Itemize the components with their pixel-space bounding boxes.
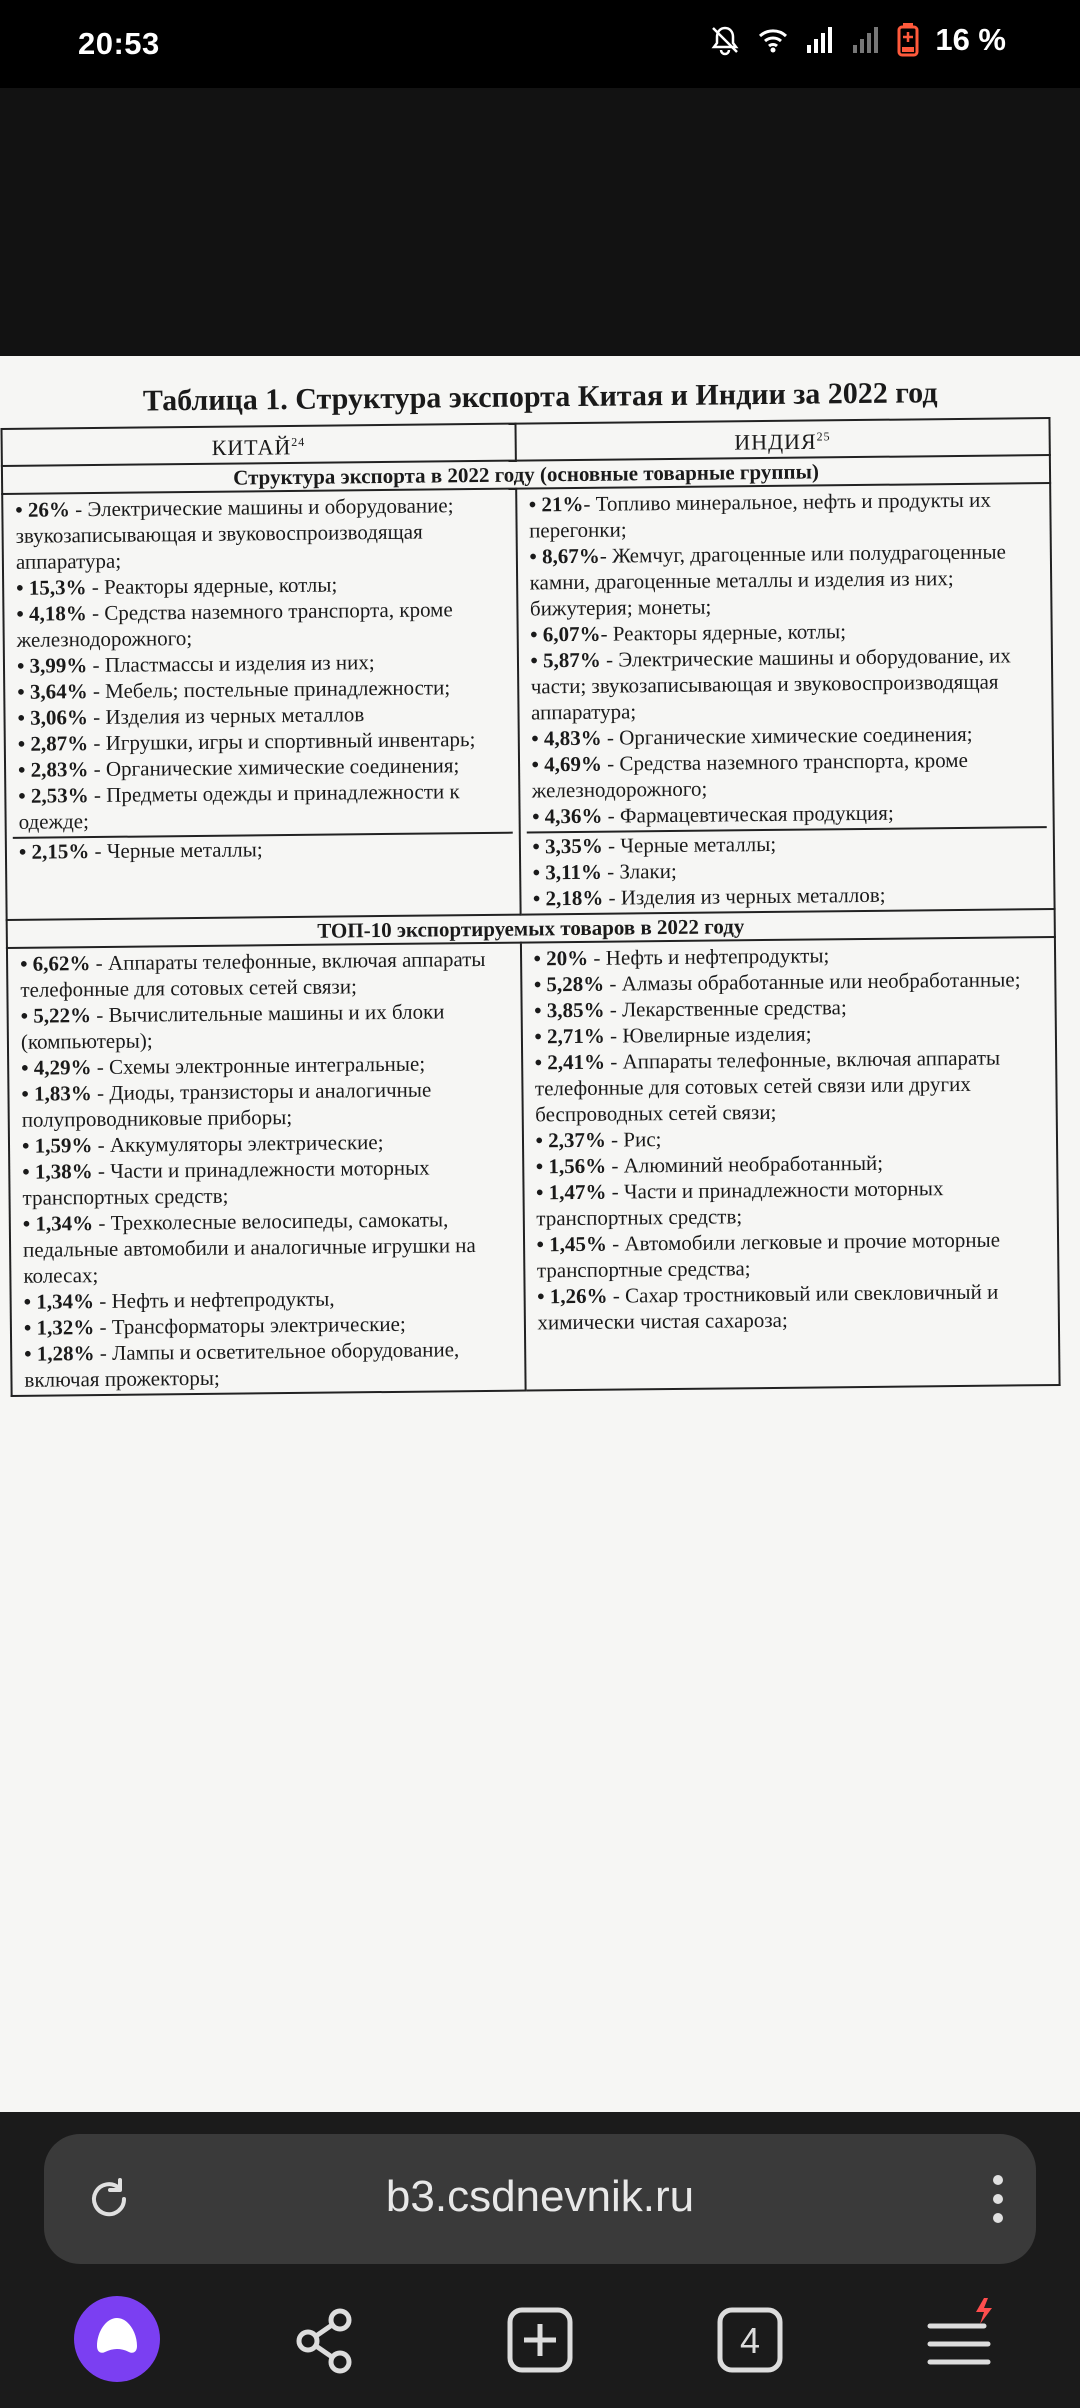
signal-icon-secondary bbox=[851, 25, 881, 55]
document-photo bbox=[0, 356, 1080, 2112]
list-item: • 1,32% - Трансформаторы электрические; bbox=[18, 1310, 518, 1341]
status-icons bbox=[709, 22, 1006, 58]
list-item: • 15,3% - Реакторы ядерные, котлы; bbox=[10, 570, 510, 601]
list-item: • 2,87% - Игрушки, игры и спортивный инвентарь; bbox=[12, 726, 512, 757]
document-title: Таблица 1. Структура экспорта Китая и Индии за 2022 год bbox=[142, 376, 938, 418]
list-item: • 1,38% - Части и принадлежности моторных транспортных средств; bbox=[16, 1154, 516, 1211]
list-item: • 5,22% - Вычислительные машины и их блоки (компьютеры); bbox=[15, 998, 515, 1055]
list-item: • 3,11% - Злаки; bbox=[527, 854, 1048, 885]
url-text[interactable]: b3.csdnevnik.ru bbox=[385, 2172, 695, 2221]
list-item: • 1,34% - Нефть и нефтепродукты, bbox=[18, 1284, 518, 1315]
list-item: • 4,36% - Фармацевтическая продукция; bbox=[526, 798, 1047, 829]
list-item: • 2,83% - Органические химические соединения; bbox=[12, 752, 512, 783]
document-page bbox=[0, 369, 1080, 1398]
tabs-count: 4 bbox=[739, 2320, 761, 2361]
menu-icon[interactable] bbox=[924, 2296, 1000, 2381]
china-structure-list bbox=[2, 489, 520, 920]
list-item: • 1,45% - Автомобили легковые и прочие моторные транспортные средства; bbox=[530, 1226, 1051, 1283]
list-item: • 2,71% - Ювелирные изделия; bbox=[528, 1018, 1049, 1049]
list-item: • 2,18% - Изделия из черных металлов; bbox=[527, 880, 1048, 911]
new-tab-icon[interactable] bbox=[506, 2306, 574, 2379]
tabs-icon[interactable] bbox=[716, 2306, 784, 2374]
list-item: • 4,69% - Средства наземного транспорта, кроме железнодорожного; bbox=[525, 746, 1046, 803]
export-table bbox=[1, 417, 1061, 1397]
list-item: • 4,29% - Схемы электронные интегральные; bbox=[15, 1050, 515, 1081]
india-top10-list bbox=[520, 937, 1059, 1391]
list-item: • 5,87% - Электрические машины и оборудование, их части; звукозаписывающая и звуковоспроизводящая аппаратура; bbox=[524, 642, 1045, 725]
column-china: КИТАЙ$^{24}$ bbox=[2, 424, 516, 467]
menu-kebab-icon[interactable] bbox=[990, 2172, 1006, 2231]
status-bar bbox=[0, 0, 1080, 88]
list-item: • 2,53% - Предметы одежды и принадлежности к одежде; bbox=[12, 778, 512, 835]
list-item: • 21%- Топливо минеральное, нефть и продукты их перегонки; bbox=[523, 486, 1044, 543]
list-item: • 3,99% - Пластмассы и изделия из них; bbox=[11, 648, 511, 679]
list-item: • 1,26% - Сахар тростниковый или свекловичный и химически чистая сахароза; bbox=[531, 1278, 1052, 1335]
wifi-icon bbox=[757, 24, 789, 56]
list-item: • 3,64% - Мебель; постельные принадлежности; bbox=[11, 674, 511, 705]
battery-text: 16 % bbox=[935, 22, 1006, 57]
battery-icon bbox=[897, 23, 919, 57]
browser-toolbar bbox=[0, 2112, 1080, 2408]
list-item: • 3,35% - Черные металлы; bbox=[526, 826, 1047, 859]
address-bar[interactable] bbox=[44, 2134, 1036, 2264]
nav-row bbox=[0, 2296, 1080, 2386]
section-structure: Структура экспорта в 2022 году (основные товарные группы) bbox=[2, 455, 1050, 494]
list-item: • 3,06% - Изделия из черных металлов bbox=[11, 700, 511, 731]
list-item: • 1,56% - Алюминий необработанный; bbox=[530, 1148, 1051, 1179]
section-top10: ТОП-10 экспортируемых товаров в 2022 году bbox=[7, 909, 1055, 948]
list-item: • 4,18% - Средства наземного транспорта, кроме железнодорожного; bbox=[10, 596, 510, 653]
list-item: • 1,34% - Трехколесные велосипеды, самокаты, педальные автомобили и аналогичные игрушки на колесах; bbox=[17, 1206, 517, 1289]
list-item: • 4,83% - Органические химические соединения; bbox=[525, 720, 1046, 751]
list-item: • 1,47% - Части и принадлежности моторных транспортных средств; bbox=[530, 1174, 1051, 1231]
status-time: 20:53 bbox=[78, 26, 160, 61]
list-item: • 2,15% - Черные металлы; bbox=[13, 832, 513, 865]
list-item: • 2,37% - Рис; bbox=[529, 1122, 1050, 1153]
china-top10-list bbox=[7, 943, 525, 1396]
list-item: • 6,62% - Аппараты телефонные, включая аппараты телефонные для сотовых сетей связи; bbox=[14, 946, 514, 1003]
alice-icon[interactable] bbox=[74, 2296, 160, 2387]
list-item: • 1,28% - Лампы и осветительное оборудование, включая прожекторы; bbox=[18, 1336, 518, 1393]
list-item: • 3,85% - Лекарственные средства; bbox=[528, 992, 1049, 1023]
list-item: • 20% - Нефть и нефтепродукты; bbox=[527, 940, 1048, 971]
list-item: • 2,41% - Аппараты телефонные, включая аппараты телефонные для сотовых сетей связи или других беспроводных сетей связи; bbox=[529, 1044, 1050, 1127]
list-item: • 26% - Электрические машины и оборудование; звукозаписывающая и звуковоспроизводящая аппаратура; bbox=[9, 492, 509, 575]
top-dark-area bbox=[0, 88, 1080, 356]
mute-icon bbox=[709, 24, 741, 56]
column-india: ИНДИЯ$^{25}$ bbox=[515, 418, 1050, 461]
signal-icon bbox=[805, 25, 835, 55]
list-item: • 1,59% - Аккумуляторы электрические; bbox=[16, 1128, 516, 1159]
share-icon[interactable] bbox=[290, 2306, 360, 2381]
list-item: • 1,83% - Диоды, транзисторы и аналогичные полупроводниковые приборы; bbox=[15, 1076, 515, 1133]
india-structure-list bbox=[516, 483, 1055, 915]
list-item: • 8,67%- Жемчуг, драгоценные или полудрагоценные камни, драгоценные металлы и изделия из них; бижутерия; монеты; bbox=[523, 538, 1044, 621]
list-item: • 6,07%- Реакторы ядерные, котлы; bbox=[524, 616, 1045, 647]
list-item: • 5,28% - Алмазы обработанные или необработанные; bbox=[528, 966, 1049, 997]
